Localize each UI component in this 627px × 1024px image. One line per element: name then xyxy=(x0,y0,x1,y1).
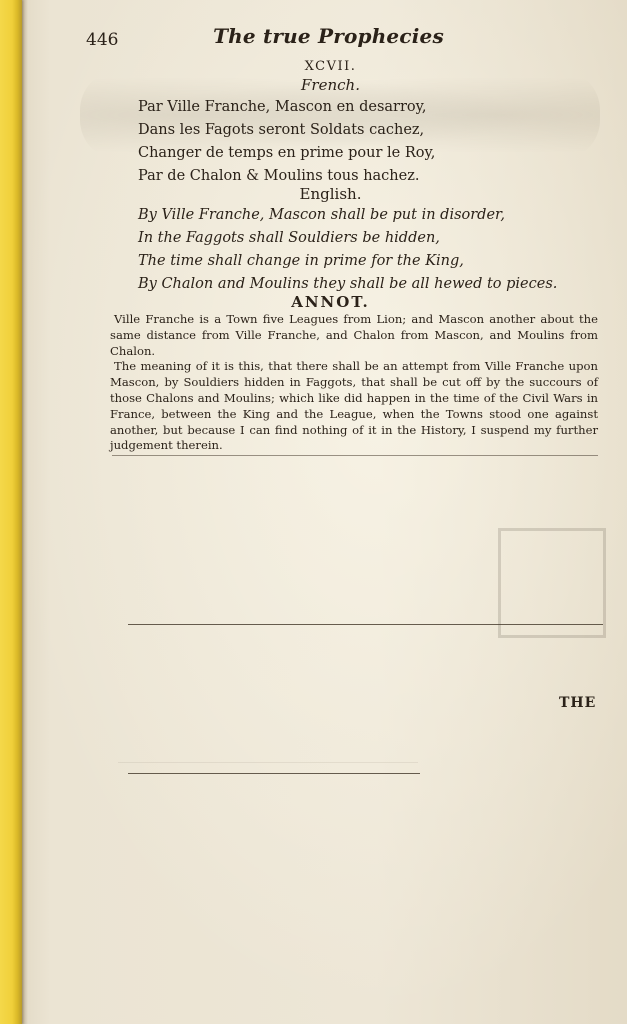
english-label: English. xyxy=(299,185,362,203)
french-line-4: Par de Chalon & Moulins tous hachez. xyxy=(138,168,420,184)
english-line-3: The time shall change in prime for the King, xyxy=(138,253,464,269)
english-line-4: By Chalon and Moulins they shall be all hewed to pieces. xyxy=(138,276,558,292)
bleed-through-divider-lower xyxy=(128,773,420,774)
english-verse xyxy=(138,204,557,296)
page-number: 446 xyxy=(86,30,119,50)
bleed-through-initial xyxy=(498,528,606,638)
annotation-paragraph-2: The meaning of it is this, that there shall be an attempt from Ville Franche upon Mascon, by Souldiers hidden in Faggots, that shall be cut off by the succours of those Chalons and Moulins; which like did happen in the time of the Civil Wars in France, between the King and the League, when the Towns stood one against another, but because I can find nothing of it in the History, I suspend my further judgement therein. xyxy=(110,359,598,453)
section-divider xyxy=(112,455,598,456)
annotation-paragraph-1: Ville Franche is a Town five Leagues from Lion; and Mascon another about the same distance from Ville Franche, and Chalon from Mascon, and Moulins from Chalon. xyxy=(110,312,598,358)
french-line-3: Changer de temps en prime pour le Roy, xyxy=(138,145,436,161)
prophecy-number: XCVII. xyxy=(304,59,357,74)
bleed-through-divider xyxy=(128,624,603,625)
french-label: French. xyxy=(301,76,360,94)
french-line-2: Dans les Fagots seront Soldats cachez, xyxy=(138,122,425,138)
gilt-page-edge xyxy=(0,0,22,1024)
english-line-1: By Ville Franche, Mascon shall be put in disorder, xyxy=(138,207,505,223)
running-title: The true Prophecies xyxy=(213,24,444,48)
annotation-body xyxy=(110,312,598,454)
english-line-2: In the Faggots shall Souldiers be hidden, xyxy=(138,230,440,246)
french-verse xyxy=(138,96,435,188)
gutter-shadow xyxy=(22,0,28,1024)
annotation-heading: ANNOT. xyxy=(291,293,370,311)
catchword: THE xyxy=(559,695,597,711)
bleed-through-rule xyxy=(118,762,418,763)
french-line-1: Par Ville Franche, Mascon en desarroy, xyxy=(138,99,427,115)
